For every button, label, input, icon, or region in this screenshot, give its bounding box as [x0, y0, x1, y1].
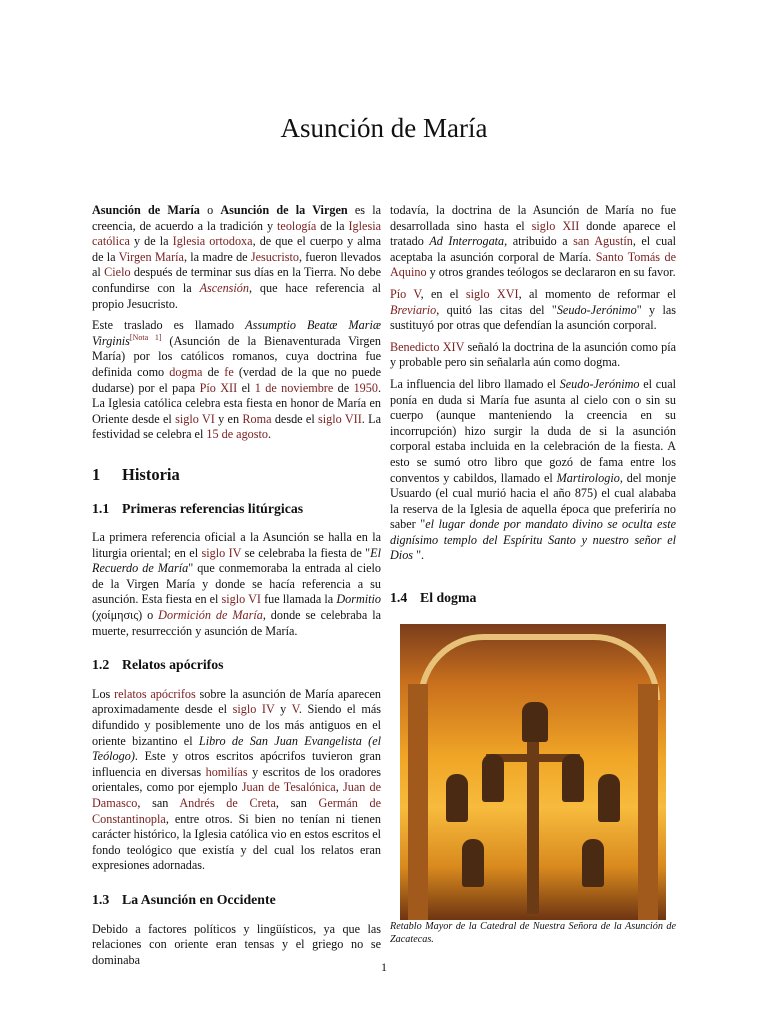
subsection-heading-primeras-referencias: 1.1 Primeras referencias litúrgicas	[92, 500, 304, 516]
page-title: Asunción de María	[280, 113, 488, 143]
section-heading-historia: 1 Historia	[92, 464, 180, 484]
link-siglo-iv-2[interactable]: siglo IV	[232, 702, 275, 717]
left-column	[92, 203, 381, 974]
link-siglo-xii[interactable]: siglo XII	[531, 218, 580, 233]
link-v[interactable]: V	[291, 702, 299, 717]
note-link[interactable]: [Nota 1]	[129, 332, 162, 342]
link-pio-v[interactable]: Pío V	[390, 286, 421, 301]
link-virgen-maria[interactable]: Virgen María	[118, 249, 184, 264]
link-dogma[interactable]: dogma	[169, 364, 203, 379]
right-column	[390, 203, 676, 952]
link-santo-tomas[interactable]: Santo Tomás de Aquino	[390, 249, 676, 280]
paragraph-pio-v: Pío V, en el siglo XVI, al momento de reformar el Breviario, quitó las citas del "Seudo-Jerónimo" y las sustituyó por otras que defendían la asunción corporal.	[390, 286, 676, 333]
link-relatos-apocrifos[interactable]: relatos apócrifos	[114, 686, 196, 701]
link-teologia[interactable]: teología	[277, 218, 317, 233]
retablo-image	[400, 624, 666, 920]
subsection-heading-el-dogma: 1.4 El dogma	[390, 590, 477, 606]
link-iglesia-catolica[interactable]: Iglesia católica	[92, 218, 381, 249]
page-number: 1	[381, 960, 387, 974]
link-breviario[interactable]: Breviario	[390, 302, 437, 317]
paragraph-relatos-apocrifos: Los relatos apócrifos sobre la asunción de María aparecen aproximadamente desde el siglo IV y V. Siendo el más difundido y posiblemente uno de los más antiguos en el oriente bizantino el Libro de San Juan Evangelista (el Teólogo). Este y otros escritos apócrifos tuvieron gran influencia en diversas homilías y escritos de los oradores orientales, como por ejemplo Juan de Tesalónica, Juan de Damasco, san Andrés de Creta, san Germán de Constantinopla, entre otros. Si bien no tenían ni tienen carácter histórico, la Iglesia católica vio en estos escritos el fondo teológico que existía y del cual los relatos eran expresiones adornadas.	[92, 686, 382, 873]
paragraph-traslado: Este traslado es llamado Assumptio Beatæ Mariæ Virginis[Nota 1] (Asunción de la Bienaventurada Virgen María) por los católicos romanos, cuya doctrina fue definida como dogma de fe (verdad de la que no puede dudarse) por el papa Pío XII el 1 de noviembre de 1950. La Iglesia católica celebra esta fiesta en honor de María en Oriente desde el siglo VI y en Roma desde el siglo VII. La festividad se celebra el 15 de agosto.	[92, 318, 382, 442]
paragraph-primeras-referencias: La primera referencia oficial a la Asunción se halla en la liturgia oriental; en el siglo IV se celebraba la fiesta de "El Recuerdo de María" que conmemoraba la entrada al cielo de la Virgen María y donde se hacía referencia a su asunción. Esta fiesta en el siglo VI fue llamada la Dormitio (χοίμησις) o Dormición de María, donde se celebraba la muerte, resurrección y asunción de María.	[92, 530, 382, 638]
link-andres-creta[interactable]: Andrés de Creta	[179, 796, 276, 810]
link-siglo-vi[interactable]: siglo VI	[175, 411, 215, 426]
link-siglo-xvi[interactable]: siglo XVI	[465, 286, 519, 301]
link-jesucristo[interactable]: Jesucristo	[250, 249, 299, 264]
link-ascension[interactable]: Ascensión	[199, 280, 249, 295]
link-pio-xii[interactable]: Pío XII	[199, 380, 238, 395]
link-siglo-vi-2[interactable]: siglo VI	[221, 592, 261, 607]
link-homilias[interactable]: homilías	[205, 764, 248, 779]
link-iglesia-ortodoxa[interactable]: Iglesia ortodoxa	[172, 234, 253, 249]
paragraph-continuacion: todavía, la doctrina de la Asunción de María no fue desarrollada sino hasta el siglo XII donde aparece el tratado Ad Interrogata, atribuido a san Agustín, el cual aceptaba la asunción corporal de María. Santo Tomás de Aquino y otros grandes teólogos se declararon en su favor.	[390, 203, 677, 280]
paragraph-asuncion-occidente: Debido a factores políticos y lingüísticos, ya que las relaciones con oriente eran tensas y el griego no se dominaba	[92, 921, 381, 967]
link-1950[interactable]: 1950	[353, 380, 378, 395]
link-san-agustin[interactable]: san Agustín	[573, 234, 633, 249]
link-dormicion[interactable]: Dormición de María	[158, 608, 263, 623]
link-juan-damasco[interactable]: Juan de Damasco	[92, 780, 382, 810]
subsection-heading-relatos-apocrifos: 1.2 Relatos apócrifos	[92, 657, 224, 673]
link-1-noviembre[interactable]: 1 de noviembre	[254, 380, 334, 395]
paragraph-benedicto-xiv: Benedicto XIV señaló la doctrina de la asunción como pía y probable pero sin señalarla aún como dogma.	[390, 339, 676, 370]
link-german-constantinopla[interactable]: Germán de Constantinopla	[92, 796, 381, 826]
link-cielo[interactable]: Cielo	[104, 265, 131, 280]
link-siglo-iv[interactable]: siglo IV	[201, 545, 242, 560]
subsection-heading-asuncion-occidente: 1.3 La Asunción en Occidente	[92, 891, 276, 907]
paragraph-seudo-jeronimo: La influencia del libro llamado el Seudo-Jerónimo el cual ponía en duda si María fue asunta al cielo con o sin su cuerpo (aunque manteniendo la creencia en su incorrupción) hizo surgir la duda de si la asunción corporal estaba incluida en la celebración de la fiesta. A esto se sumó otro libro que gozó de fama entre los conventos y cabildos, llamado el Martirologio, del monje Usuardo (el cual murió hacia el año 875) el cual alababa la reserva de la Iglesia de aquella época que preferiría no saber "el lugar donde por mandato divino se oculta este dignísimo templo del Espíritu Santo y nuestro señor el Dios ".	[390, 376, 676, 563]
link-fe[interactable]: fe	[224, 364, 234, 379]
link-roma[interactable]: Roma	[242, 411, 272, 426]
link-15-agosto[interactable]: 15 de agosto	[206, 427, 268, 442]
image-caption: Retablo Mayor de la Catedral de Nuestra Señora de la Asunción de Zacatecas.	[390, 920, 676, 945]
intro-paragraph: Asunción de María o Asunción de la Virgen es la creencia, de acuerdo a la tradición y teología de la Iglesia católica y de la Iglesia ortodoxa, de que el cuerpo y alma de la Virgen María, la madre de Jesucristo, fueron llevados al Cielo después de terminar sus días en la Tierra. No debe confundirse con la Ascensión, que hace referencia al propio Jesucristo.	[92, 203, 382, 311]
link-benedicto-xiv[interactable]: Benedicto XIV	[390, 339, 465, 354]
link-juan-tesalonica[interactable]: Juan de Tesalónica	[241, 780, 336, 795]
link-siglo-vii[interactable]: siglo VII	[318, 411, 362, 426]
